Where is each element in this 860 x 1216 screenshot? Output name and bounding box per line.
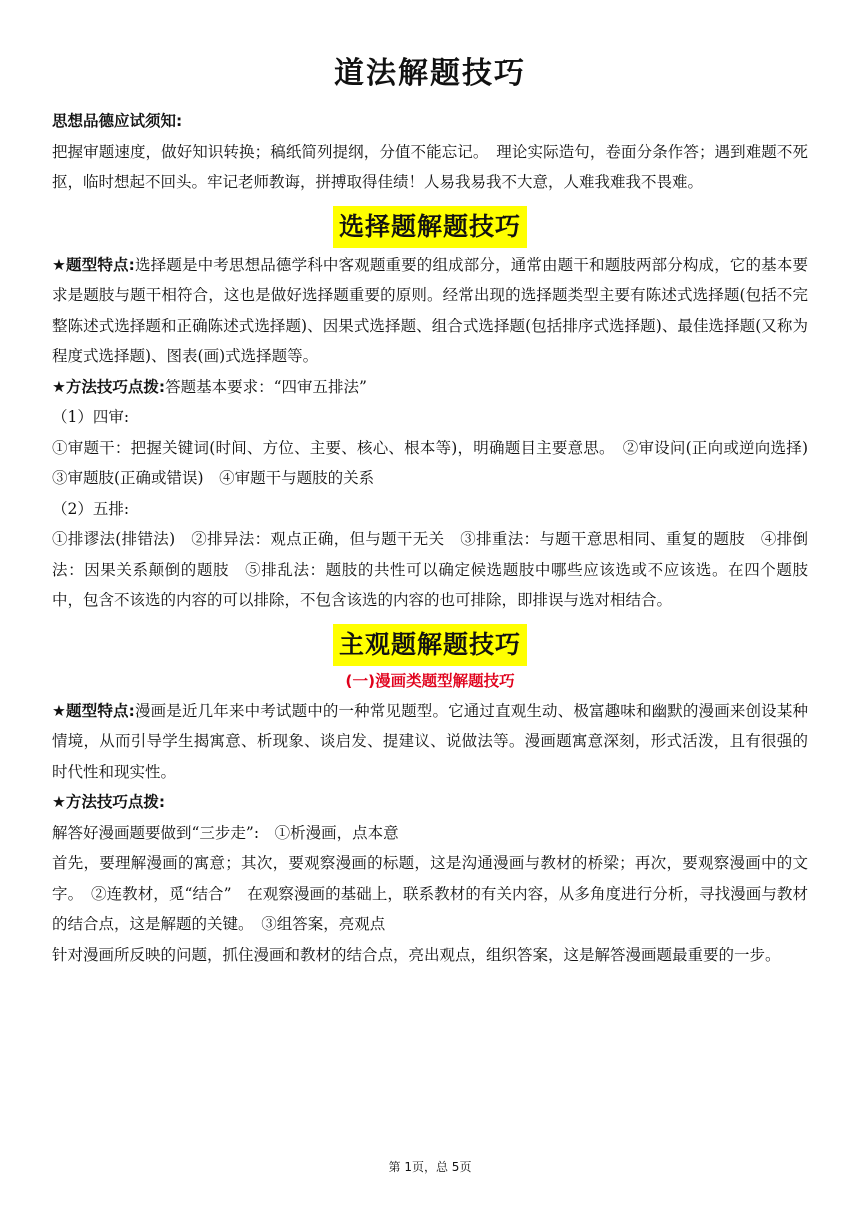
four-review-text: ①审题干：把握关键词(时间、方位、主要、核心、根本等)，明确题目主要意思。 ②审设问(正向或逆向选择) ③审题肢(正确或错误) ④审题干与题肢的关系: [52, 438, 824, 487]
choice-section-title: 选择题解题技巧: [333, 206, 527, 248]
comic-feature-label: ★题型特点:: [52, 701, 135, 720]
comic-feature-text: 漫画是近几年来中考试题中的一种常见题型。它通过直观生动、极富趣味和幽默的漫画来创设某种情境，从而引导学生揭寓意、析现象、谈启发、提建议、说做法等。漫画题寓意深刻，形式活泼，且有很强的时代性和现实性。: [52, 701, 808, 781]
comic-subsection-title: (一)漫画类题型解题技巧: [345, 671, 515, 690]
comic-final-text: 针对漫画所反映的问题，抓住漫画和教材的结合点，亮出观点，组织答案，这是解答漫画题最重要的一步。: [52, 945, 781, 964]
comic-step-text: 首先，要理解漫画的寓意；其次，要观察漫画的标题，这是沟通漫画与教材的桥梁；再次，要观察漫画中的文字。 ②连教材，觅“结合” 在观察漫画的基础上，联系教材的有关内容，从多角度进行分析，寻找漫画与教材的结合点，这是解题的关键。 ③组答案，亮观点: [52, 854, 808, 933]
five-exclude-text: ①排谬法(排错法) ②排异法：观点正确，但与题干无关 ③排重法：与题干意思相同、重复的题肢 ④排倒法：因果关系颠倒的题肢 ⑤排乱法：题肢的共性可以确定候选题肢中哪些应该选或不应该选。在四个题肢中，包含不该选的内容的可以排除，不包含该选的内容的也可排除，即排误与选对相结合。: [52, 530, 808, 609]
choice-method-text: 答题基本要求：“四审五排法”: [165, 377, 367, 396]
intro-text: 把握审题速度，做好知识转换；稿纸简列提纲，分值不能忘记。 理论实际造句，卷面分条作答；遇到难题不死抠，临时想起不回头。牢记老师教诲，拼搏取得佳绩！人易我易我不大意，人难我难我不畏难。: [52, 142, 808, 191]
comic-step-intro: 解答好漫画题要做到“三步走”: ①析漫画，点本意: [52, 823, 399, 842]
page-footer: 第 1页，总 5页: [388, 1160, 472, 1174]
choice-feature-label: ★题型特点:: [52, 255, 135, 274]
choice-section-header: [52, 206, 808, 248]
choice-feature: [52, 250, 808, 372]
subjective-section-title: 主观题解题技巧: [333, 624, 527, 666]
comic-method-label: ★方法技巧点拨:: [52, 793, 166, 811]
subjective-section-header: [52, 624, 808, 666]
comic-feature: [52, 696, 808, 788]
choice-method: [52, 372, 808, 403]
choice-method-label: ★方法技巧点拨:: [52, 377, 166, 396]
four-review-label: （1）四审:: [52, 408, 130, 426]
intro-heading: 思想品德应试须知:: [52, 112, 183, 130]
five-exclude-label: （2）五排:: [52, 499, 130, 518]
page-title: 道法解题技巧: [334, 56, 526, 91]
document-page: [52, 52, 824, 970]
choice-feature-text: 选择题是中考思想品德学科中客观题重要的组成部分，通常由题干和题肢两部分构成，它的基本要求是题肢与题干相符合，这也是做好选择题重要的原则。经常出现的选择题类型主要有陈述式选择题(包括不完整陈述式选择题和正确陈述式选择题)、因果式选择题、组合式选择题(包括排序式选择题)、最佳选择题(又称为程度式选择题)、图表(画)式选择题等。: [52, 255, 808, 365]
